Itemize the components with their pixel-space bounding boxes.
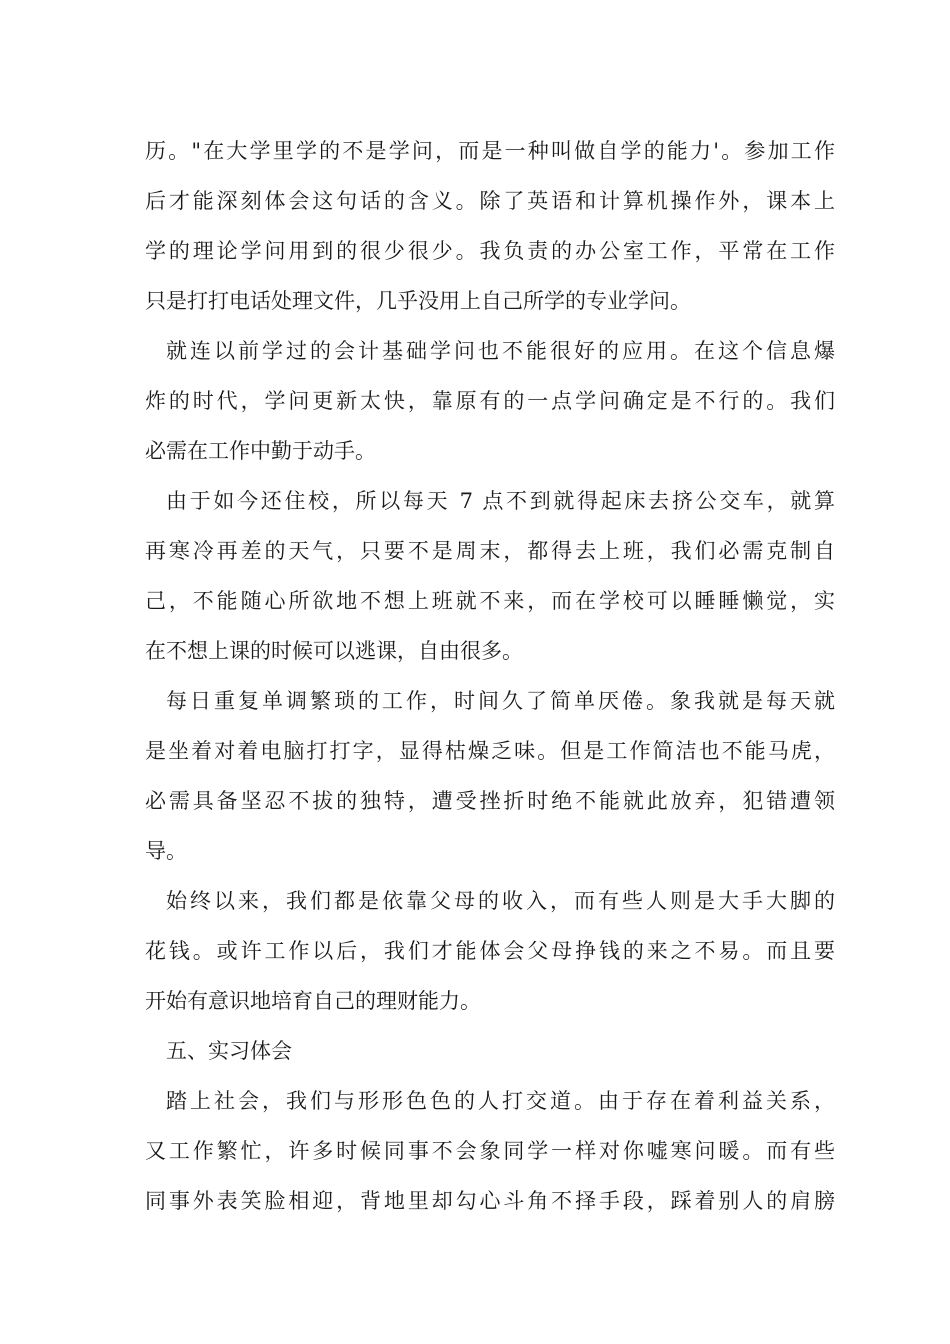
text-line: 己，不能随心所欲地不想上班就不来，而在学校可以睡睡懒觉，实 xyxy=(145,589,835,613)
text-line: 导。 xyxy=(145,839,187,863)
text-line: 历。"在大学里学的不是学问，而是一种叫做自学的能力'。参加工作 xyxy=(145,139,835,163)
text-line: 就连以前学过的会计基础学问也不能很好的应用。在这个信息爆 xyxy=(166,339,835,363)
text-line: 花钱。或许工作以后，我们才能体会父母挣钱的来之不易。而且要 xyxy=(145,939,835,963)
text-line: 五、实习体会 xyxy=(166,1039,292,1063)
text-line: 是坐着对着电脑打打字，显得枯燥乏味。但是工作简洁也不能马虎， xyxy=(145,739,835,763)
text-line: 再寒冷再差的天气，只要不是周末，都得去上班，我们必需克制自 xyxy=(145,539,835,563)
text-line: 始终以来，我们都是依靠父母的收入，而有些人则是大手大脚的 xyxy=(166,889,835,913)
text-line: 开始有意识地培育自己的理财能力。 xyxy=(145,989,481,1013)
text-line: 炸的时代，学问更新太快，靠原有的一点学问确定是不行的。我们 xyxy=(145,389,835,413)
text-line: 在不想上课的时候可以逃课，自由很多。 xyxy=(145,639,523,663)
text-line: 每日重复单调繁琐的工作，时间久了简单厌倦。象我就是每天就 xyxy=(166,689,835,713)
text-line: 踏上社会，我们与形形色色的人打交道。由于存在着利益关系， xyxy=(166,1089,835,1113)
text-line: 同事外表笑脸相迎，背地里却勾心斗角不择手段，踩着别人的肩膀 xyxy=(145,1189,835,1213)
text-line: 又工作繁忙，许多时候同事不会象同学一样对你嘘寒问暖。而有些 xyxy=(145,1139,835,1163)
text-line: 只是打打电话处理文件，几乎没用上自己所学的专业学问。 xyxy=(145,289,691,313)
text-line: 必需在工作中勤于动手。 xyxy=(145,439,376,463)
text-line: 后才能深刻体会这句话的含义。除了英语和计算机操作外，课本上 xyxy=(145,189,835,213)
document-body-text xyxy=(145,126,835,1226)
text-line: 必需具备坚忍不拔的独特，遭受挫折时绝不能就此放弃，犯错遭领 xyxy=(145,789,835,813)
text-line: 学的理论学问用到的很少很少。我负责的办公室工作，平常在工作 xyxy=(145,239,835,263)
text-line: 由于如今还住校，所以每天 7 点不到就得起床去挤公交车，就算 xyxy=(166,489,835,513)
